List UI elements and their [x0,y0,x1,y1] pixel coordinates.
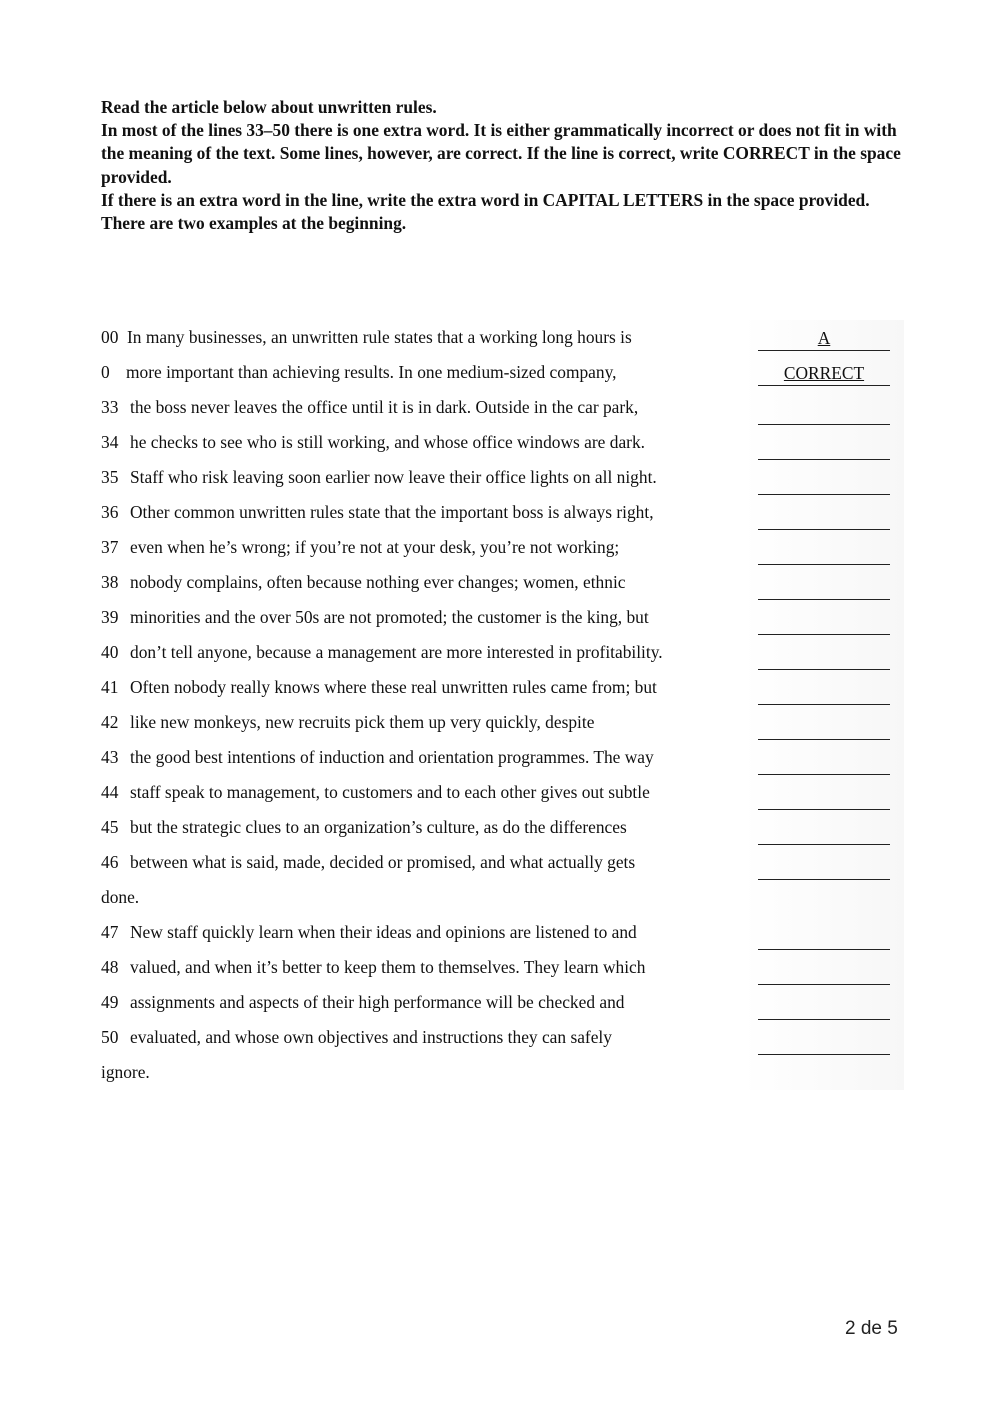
line-39 [98,600,904,635]
line-text: even when he’s wrong; if you’re not at your desk, you’re not working; [130,537,620,557]
line-48 [98,950,904,985]
answer-field-example [758,361,890,386]
line-text: more important than achieving results. In one medium-sized company, [126,362,617,382]
line-text: he checks to see who is still working, and whose office windows are dark. [130,432,645,452]
line-40 [98,635,904,670]
line-text: between what is said, made, decided or promised, and what actually gets [130,852,636,872]
line-number: 00 [101,327,119,347]
line-number: 42 [101,712,119,732]
line-text: assignments and aspects of their high performance will be checked and [130,992,625,1012]
line-number: 35 [101,467,119,487]
answer-field[interactable] [758,441,890,460]
answer-field[interactable] [758,686,890,705]
answer-field[interactable] [758,721,890,740]
line-50 [98,1020,904,1055]
example-answer: CORRECT [783,363,865,383]
instruction-line-1: Read the article below about unwritten rules. [101,97,437,117]
line-text: valued, and when it’s better to keep them to themselves. They learn which [130,957,646,977]
line-number: 38 [101,572,119,592]
line-number: 43 [101,747,119,767]
line-33 [98,390,904,425]
answer-field[interactable] [758,581,890,600]
line-text: evaluated, and whose own objectives and instructions they can safely [130,1027,612,1047]
answer-field-example [758,326,890,351]
line-46-continuation: done. [101,887,140,907]
page-number: 2 de 5 [845,1318,898,1339]
line-number: 40 [101,642,119,662]
answer-field[interactable] [758,931,890,950]
line-number: 45 [101,817,119,837]
line-text: like new monkeys, new recruits pick them up very quickly, despite [130,712,595,732]
answer-field[interactable] [758,1036,890,1055]
answer-field[interactable] [758,1001,890,1020]
line-44 [98,775,904,810]
line-number: 44 [101,782,119,802]
answer-field[interactable] [758,756,890,775]
line-00 [98,320,904,355]
line-number: 39 [101,607,119,627]
line-number: 49 [101,992,119,1012]
instructions [101,96,911,235]
answer-field[interactable] [758,406,890,425]
line-number: 33 [101,397,119,417]
line-34 [98,425,904,460]
instruction-line-3: If there is an extra word in the line, write the extra word in CAPITAL LETTERS in the space provided. [101,189,870,210]
line-text: Staff who risk leaving soon earlier now leave their office lights on all night. [130,467,657,487]
instruction-line-4: There are two examples at the beginning. [101,213,407,234]
line-0 [98,355,904,390]
line-41 [98,670,904,705]
line-37 [98,530,904,565]
line-text: minorities and the over 50s are not promoted; the customer is the king, but [130,607,649,627]
answer-field[interactable] [758,546,890,565]
answer-field[interactable] [758,826,890,845]
answer-field[interactable] [758,511,890,530]
line-text: New staff quickly learn when their ideas and opinions are listened to and [130,922,637,942]
line-text: nobody complains, often because nothing ever changes; women, ethnic [130,572,626,592]
line-number: 34 [101,432,119,452]
line-number: 48 [101,957,119,977]
line-number: 0 [101,362,110,382]
exercise-text [98,320,904,1090]
line-42 [98,705,904,740]
line-36 [98,495,904,530]
line-35 [98,460,904,495]
line-38 [98,565,904,600]
answer-field[interactable] [758,861,890,880]
line-text: the boss never leaves the office until it is in dark. Outside in the car park, [130,397,639,417]
line-text: the good best intentions of induction and orientation programmes. The way [130,747,654,767]
answer-field[interactable] [758,791,890,810]
line-47 [98,915,904,950]
line-number: 50 [101,1027,119,1047]
line-text: staff speak to management, to customers and to each other gives out subtle [130,782,650,802]
instruction-line-2: In most of the lines 33–50 there is one extra word. It is either grammatically incorrect or does not fit in with the meaning of the text. Some lines, however, are correct. If the line is correct, write CORRECT in the space provided. [101,120,901,187]
line-text: In many businesses, an unwritten rule states that a working long hours is [127,327,632,347]
line-text: Often nobody really knows where these real unwritten rules came from; but [130,677,657,697]
line-text: Other common unwritten rules state that the important boss is always right, [130,502,654,522]
answer-field[interactable] [758,651,890,670]
line-text: don’t tell anyone, because a management are more interested in profitability. [130,642,663,662]
line-46 [98,845,904,880]
line-45 [98,810,904,845]
answer-field[interactable] [758,476,890,495]
line-number: 41 [101,677,119,697]
example-answer: A [817,328,831,348]
line-43 [98,740,904,775]
line-number: 47 [101,922,119,942]
line-number: 36 [101,502,119,522]
line-50-continuation: ignore. [101,1062,150,1082]
answer-field[interactable] [758,616,890,635]
answer-field[interactable] [758,966,890,985]
line-text: but the strategic clues to an organization’s culture, as do the differences [130,817,627,837]
line-49 [98,985,904,1020]
line-number: 46 [101,852,119,872]
line-number: 37 [101,537,119,557]
